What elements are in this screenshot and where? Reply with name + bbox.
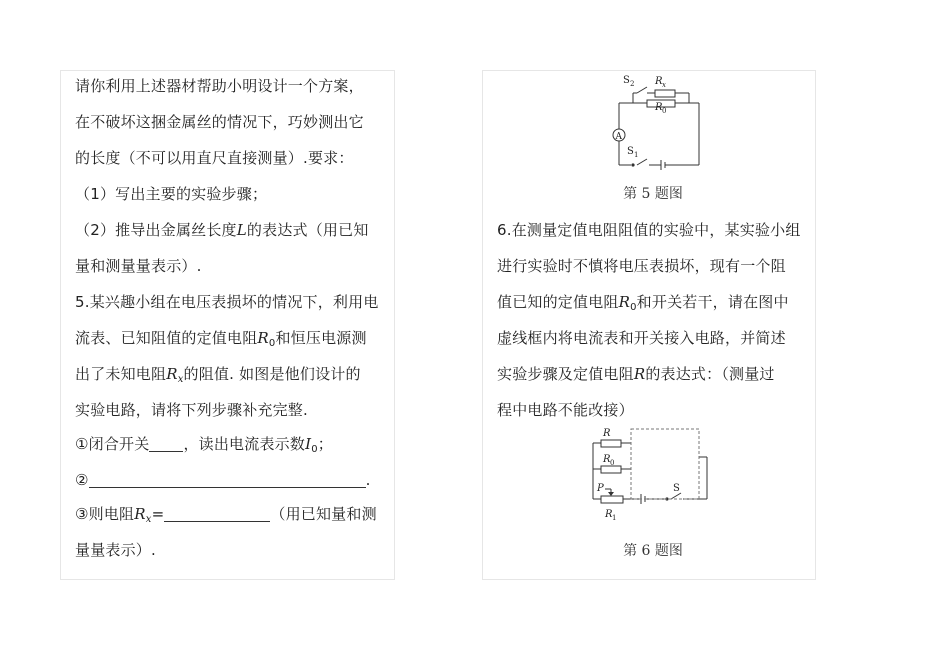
text-line: 值已知的定值电阻$R_0$和开关若干，请在图中: [497, 293, 789, 313]
answer-blank[interactable]: [149, 437, 183, 452]
figure-caption: 第 5 题图: [623, 186, 683, 202]
text-line: 量量表示）.: [75, 541, 156, 559]
text-line: 实验步骤及定值电阻R的表达式：（测量过: [497, 365, 775, 383]
fig5-label: R: [655, 102, 663, 113]
fig6-label: R: [605, 509, 613, 520]
fig6-label: 0: [610, 459, 615, 467]
text-line: （2）推导出金属丝长度L的表达式（用已知: [75, 221, 369, 239]
fig5-label: R: [655, 76, 663, 87]
circuit-diagram-fig5: [597, 71, 707, 171]
answer-blank[interactable]: [89, 473, 366, 488]
text-line: 请你利用上述器材帮助小明设计一个方案，: [75, 77, 364, 95]
fig5-label: S: [627, 146, 634, 157]
text-line: （1）写出主要的实验步骤；: [75, 185, 268, 203]
right-page: [482, 70, 816, 580]
text-line: 的长度（不可以用直尺直接测量）.要求：: [75, 149, 354, 167]
text-line: 在不破坏这捆金属丝的情况下，巧妙测出它: [75, 113, 364, 131]
fig6-label: R: [603, 454, 611, 465]
circuit-diagram-fig6: [587, 425, 722, 533]
text-line: 程中电路不能改接）: [497, 401, 634, 419]
text-line: 进行实验时不慎将电压表损坏，现有一个阻: [497, 257, 786, 275]
figure-caption: 第 6 题图: [623, 543, 683, 559]
text-line: 流表、已知阻值的定值电阻$R_0$和恒压电源测: [75, 329, 367, 349]
left-page: [60, 70, 395, 580]
fig6-label: S: [673, 483, 680, 494]
text-line: ② .: [75, 471, 371, 489]
fig6-label: P: [597, 483, 604, 494]
ammeter-icon: A: [615, 132, 622, 142]
text-line: ③则电阻$R_x=$ （用已知量和测: [75, 505, 377, 525]
fig5-label: 2: [630, 80, 635, 88]
text-line: 虚线框内将电流表和开关接入电路，并简述: [497, 329, 786, 347]
fig5-label: S: [623, 75, 630, 86]
text-line: 出了未知电阻$R_x$的阻值. 如图是他们设计的: [75, 365, 361, 385]
answer-blank[interactable]: [164, 507, 270, 522]
text-line: ①闭合开关 ，读出电流表示数$I_0$；: [75, 435, 333, 455]
fig6-label: R: [603, 428, 611, 439]
dashed-box: [631, 429, 699, 499]
text-line: 6.在测量定值电阻阻值的实验中，某实验小组: [497, 221, 801, 239]
fig5-label: x: [662, 81, 666, 89]
fig5-label: 1: [634, 151, 639, 159]
text-line: 实验电路，请将下列步骤补充完整.: [75, 401, 308, 419]
text-line: 量和测量量表示）.: [75, 257, 202, 275]
text-line: 5.某兴趣小组在电压表损坏的情况下，利用电: [75, 293, 379, 311]
fig5-label: 0: [662, 107, 667, 115]
fig6-label: 1: [612, 514, 617, 522]
